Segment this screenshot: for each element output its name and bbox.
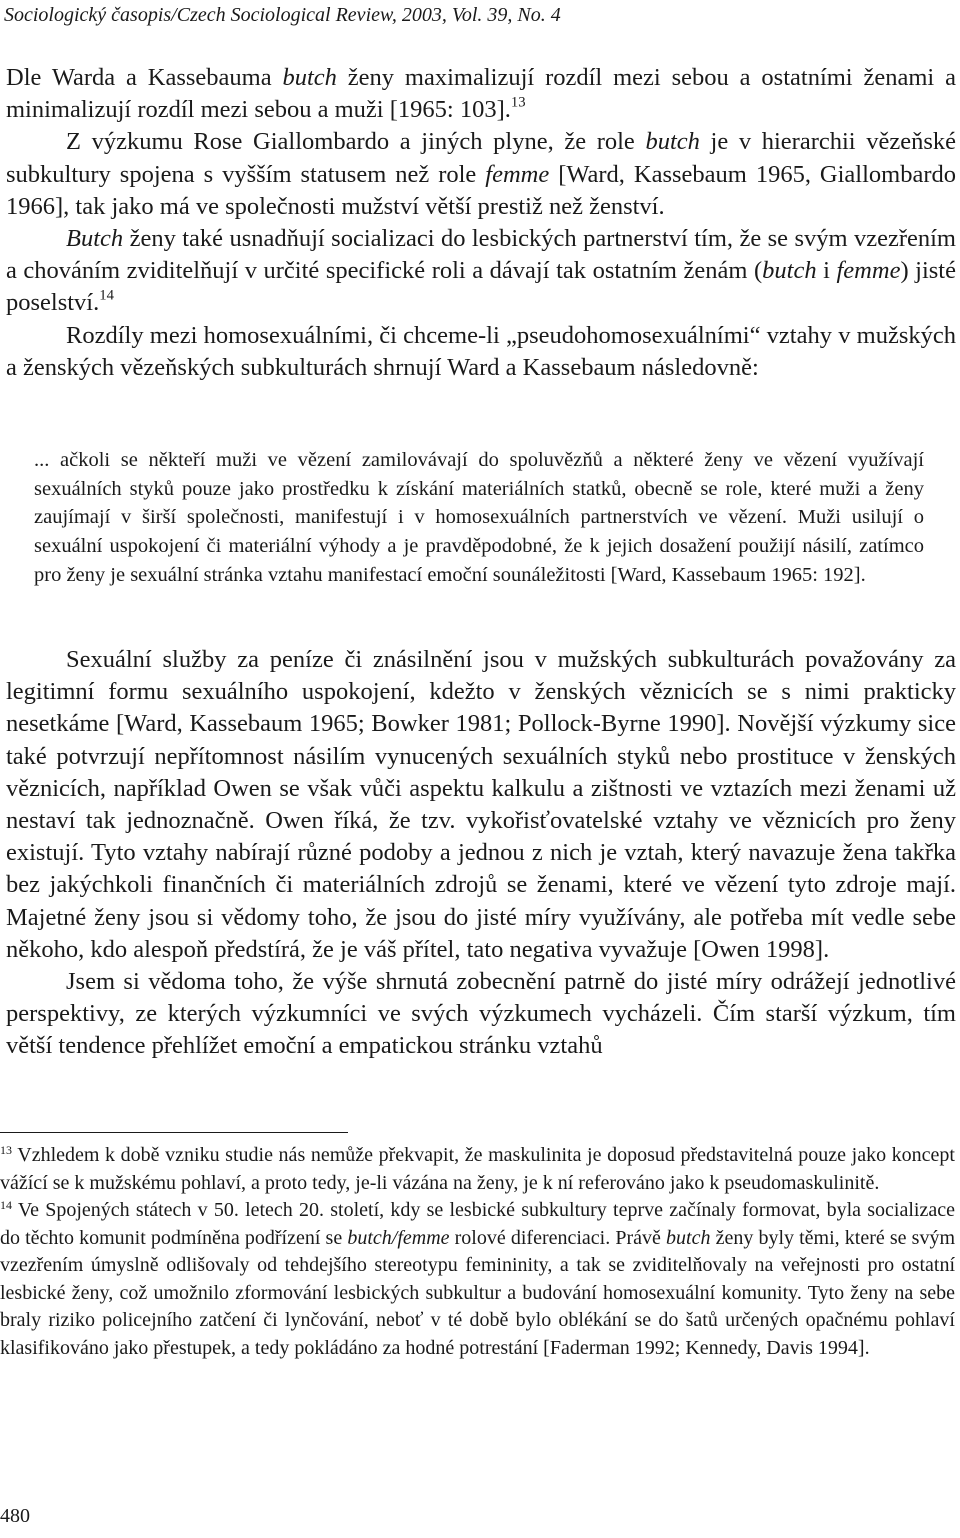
footnote-divider bbox=[0, 1132, 348, 1133]
block-quote bbox=[34, 446, 924, 590]
footnote-number-13: 13 bbox=[0, 1142, 12, 1157]
footnote-13: $^{13}$ Vzhledem k době vzniku studie nás nemůže překvapit, že maskulinita je doposud představitelná pouze jako koncept vážící se k mužskému pohlaví, a proto tedy, je-li vázána na ženy, je k ní referováno jako k pseudomaskulinitě. bbox=[0, 1142, 955, 1194]
paragraph-1: Dle Warda a Kassebauma butch ženy maximalizují rozdíl mezi sebou a ostatními ženami a minimalizují rozdíl mezi sebou a muži [1965: 103].$^{13}$ bbox=[6, 64, 956, 124]
paragraph-3: Butch ženy také usnadňují socializaci do lesbických partnerství tím, že se svým vzezřením a chováním zviditelňují v určité specifické roli a dávají tak ostatním ženám (butch i femme) jisté poselství.$^{14}$ bbox=[6, 225, 956, 317]
page-number: 480 bbox=[0, 1505, 30, 1527]
paragraph-5: Sexuální služby za peníze či znásilnění jsou v mužských subkulturách považovány za legitimní formu sexuálního uspokojení, kdežto v ženských věznicích se s nimi prakticky nesetkáme [Ward, Kassebaum 1965; Bowker 1981; Pollock-Byrne 1990]. Novější výzkumy sice také potvrzují nepřítomnost násilím vynucených sexuálních styků nebo prostituce v ženských věznicích, například Owen se však vůči aspektu kalkulu a zištnosti ve vztazích mezi ženami už nestaví tak jednoznačně. Owen říká, že tzv. vykořisťovatelské vztahy ve věznicích pro ženy existují. Tyto vztahy nabírají různé podoby a jednou z nich je vztah, který navazuje žena takřka bez jakýchkoli finančních či materiálních zdrojů se ženami, které ve vězení tyto zdroje mají. Majetné ženy jsou si vědomy toho, že jsou do jisté míry využívány, ale potřeba mít vedle sebe někoho, kdo alespoň předstírá, že je váš přítel, tato negativa vyvažuje [Owen 1998]. bbox=[6, 646, 956, 963]
paragraph-6: Jsem si vědoma toho, že výše shrnutá zobecnění patrně do jisté míry odrážejí jednotlivé perspektivy, ze kterých výzkumníci ve svých výzkumech vycházeli. Čím starší výzkum, tím větší tendence přehlížet emoční a empatickou stránku vztahů bbox=[6, 968, 956, 1060]
quote-text: ... ačkoli se někteří muži ve vězení zamilovávají do spoluvězňů a některé ženy ve vězení využívají sexuálních styků pouze jako prostředku k získání materiálních statků, obecně se role, které muži a ženy zaujímají v širší společnosti, manifestují i v homosexuálních partnerstvích ve vězení. Muži usilují o sexuální uspokojení či materiální výhody a je pravděpodobné, že k jejich dosažení použijí násilí, zatímco pro ženy je sexuální stránka vztahu manifestací emoční sounáležitosti [Ward, Kassebaum 1965: 192]. bbox=[34, 449, 924, 586]
running-header: Sociologický časopis/Czech Sociological Review, 2003, Vol. 39, No. 4 bbox=[4, 4, 561, 26]
main-text-lower bbox=[6, 644, 956, 1063]
main-text-upper bbox=[6, 62, 956, 384]
footnote-ref-14[interactable]: 14 bbox=[99, 288, 114, 305]
paragraph-2: Z výzkumu Rose Giallombardo a jiných plyne, že role butch je v hierarchii vězeňské subkultury spojena s vyšším statusem než role femme [Ward, Kassebaum 1965, Giallombardo 1966], tak jako má ve společnosti mužství větší prestiž než ženství. bbox=[6, 128, 957, 220]
footnote-ref-13[interactable]: 13 bbox=[510, 94, 526, 111]
footnote-14: $^{14}$ Ve Spojených státech v 50. letech 20. století, kdy se lesbické subkultury teprve začínaly formovat, byla socializace do těchto komunit podmíněna podřízení se butch/femme rolové diferenciaci. Právě butch ženy byly těmi, které se svým vzezřením úmyslně odlišovaly od tehdejšího stereotypu femininity, a tak se zviditelňovaly na veřejnosti pro ostatní lesbické ženy, což umožnilo zformování lesbických subkultur a budování homosexuální komunity. Tyto ženy na sebe braly riziko policejního zatčení či lynčování, neboť v té době bylo oblékání se do šatů určených opačnému pohlaví klasifikováno jako přestupek, a tedy pokládáno za hodné potrestání [Faderman 1992; Kennedy, Davis 1994]. bbox=[0, 1197, 956, 1359]
paragraph-4: Rozdíly mezi homosexuálními, či chceme-li „pseudohomosexuálními“ vztahy v mužských a ženských vězeňských subkulturách shrnují Ward a Kassebaum následovně: bbox=[6, 321, 956, 381]
footnote-number-14: 14 bbox=[0, 1197, 12, 1212]
footnotes bbox=[0, 1142, 955, 1362]
